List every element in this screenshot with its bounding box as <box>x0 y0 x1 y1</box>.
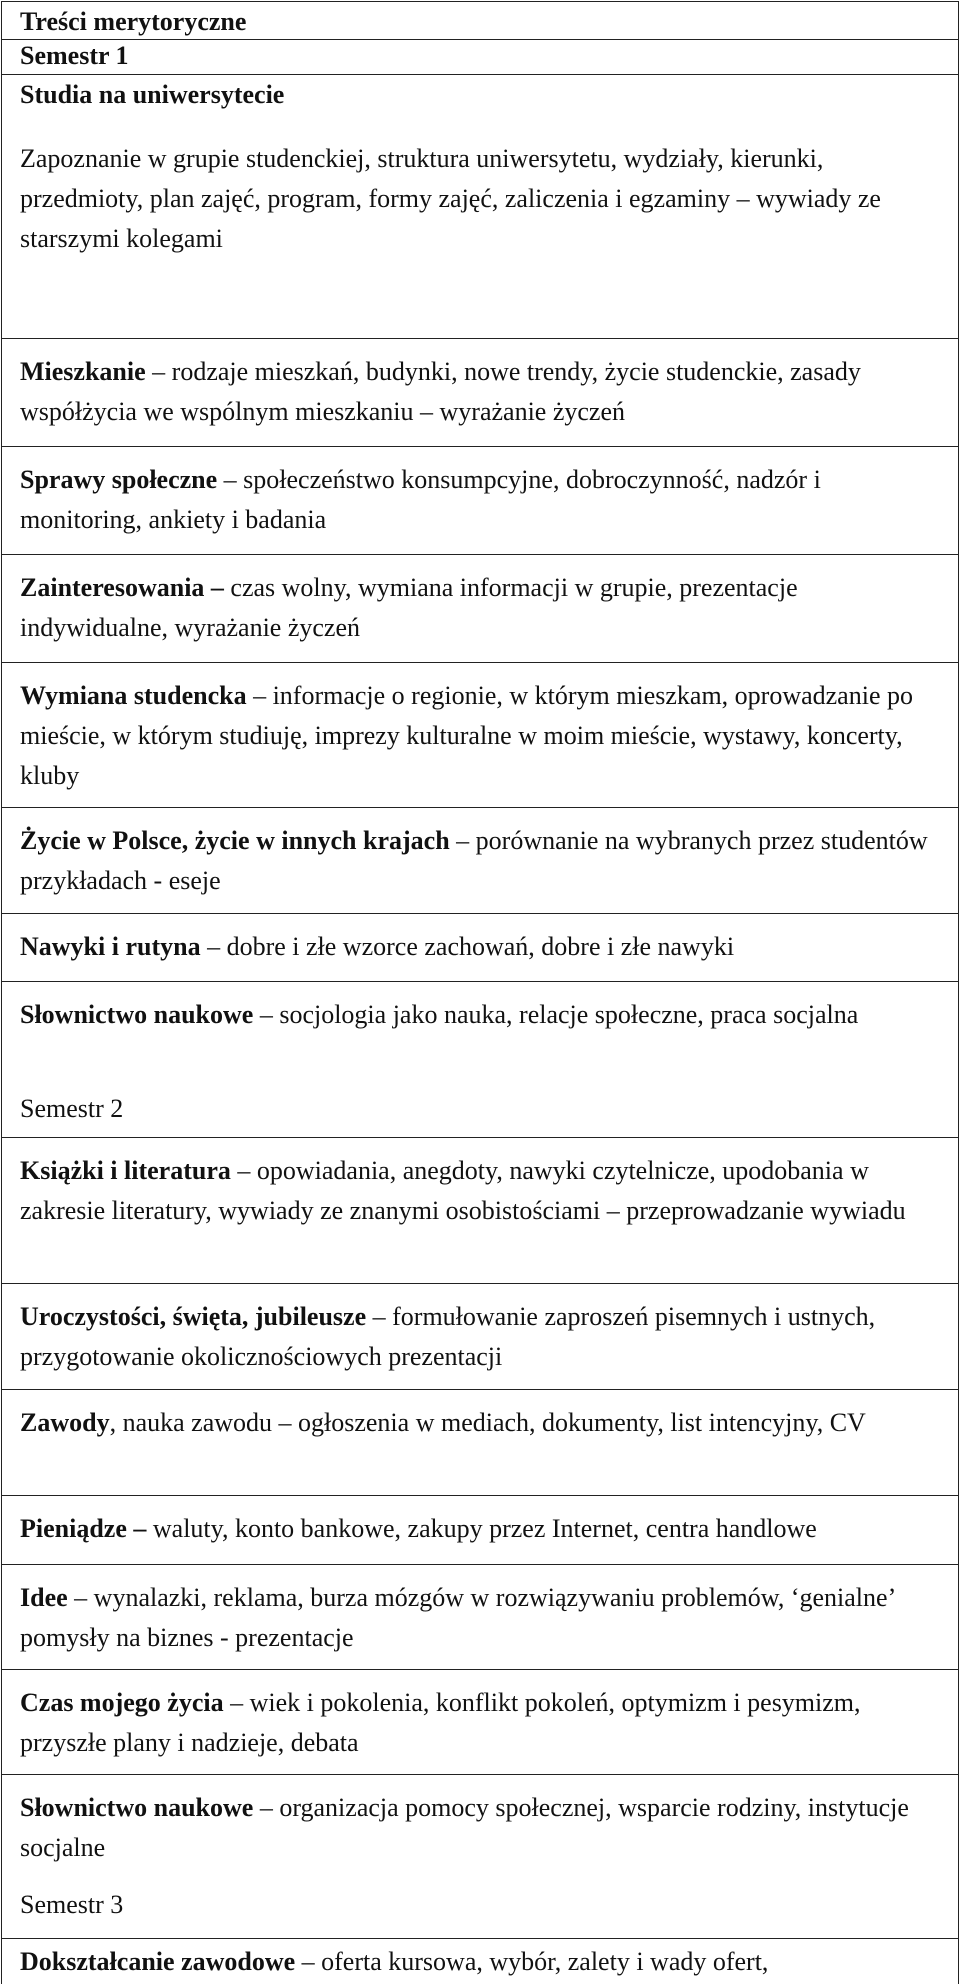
semester-2-heading: Semestr 2 <box>20 1094 124 1123</box>
row-heading: Uroczystości, święta, jubileusze <box>20 1302 367 1331</box>
row-text: – organizacja pomocy społecznej, wsparcie rodziny, instytucje socjalne <box>20 1793 909 1862</box>
semester-3-heading: Semestr 3 <box>20 1890 124 1919</box>
semester-1-row <box>2 40 958 75</box>
row-heading: Idee <box>20 1583 68 1612</box>
row-text: – wiek i pokolenia, konflikt pokoleń, optymizm i pesymizm, przyszłe plany i nadzieje, debata <box>20 1688 861 1757</box>
row-heading: Mieszkanie <box>20 357 146 386</box>
row-pieniadze <box>2 1496 958 1565</box>
semester-3-row <box>2 1880 958 1939</box>
row-text: – opowiadania, anegdoty, nawyki czytelnicze, upodobania w zakresie literatury, wywiady ze znanymi osobistościami – przeprowadzanie wywiadu <box>20 1156 906 1225</box>
row-slownictwo-2 <box>2 1775 958 1880</box>
row-heading: Wymiana studencka <box>20 681 247 710</box>
row-heading: Zawody <box>20 1408 110 1437</box>
row-zycie-w-polsce <box>2 808 958 914</box>
row-text: – informacje o regionie, w którym mieszkam, oprowadzanie po mieście, w którym studiuję, imprezy kulturalne w moim mieście, wystawy, koncerty, kluby <box>20 681 913 790</box>
row-wymiana-studencka <box>2 663 958 808</box>
row-heading: Słownictwo naukowe <box>20 1793 254 1822</box>
row-text: – formułowanie zaproszeń pisemnych i ustnych, przygotowanie okolicznościowych prezentacji <box>20 1302 876 1371</box>
row-text: czas wolny, wymiana informacji w grupie, prezentacje indywidualne, wyrażanie życzeń <box>20 573 798 642</box>
row-dokształcanie <box>2 1939 958 1984</box>
row-heading: Czas mojego życia <box>20 1688 224 1717</box>
row-sprawy-spoleczne <box>2 447 958 555</box>
row-uroczystosci <box>2 1284 958 1390</box>
row-text: – porównanie na wybranych przez studentów przykładach - eseje <box>20 826 928 895</box>
row-zainteresowania <box>2 555 958 663</box>
row-zapoznanie <box>20 139 940 259</box>
table-title: Treści merytoryczne <box>20 7 247 36</box>
semester-2-row <box>2 1089 958 1138</box>
row-slownictwo-1 <box>2 982 958 1089</box>
row-heading: Książki i literatura <box>20 1156 231 1185</box>
syllabus-table <box>1 1 959 1984</box>
row-heading: Pieniądze – <box>20 1514 147 1543</box>
row-text: – wynalazki, reklama, burza mózgów w rozwiązywaniu problemów, ‘genialne’ pomysły na biznes - prezentacje <box>20 1583 895 1652</box>
row-heading: Życie w Polsce, życie w innych krajach <box>20 826 450 855</box>
semester-1-heading: Semestr 1 <box>20 41 129 70</box>
row-text: – dobre i złe wzorce zachowań, dobre i złe nawyki <box>207 932 735 961</box>
row-text: – socjologia jako nauka, relacje społeczne, praca socjalna <box>259 1000 859 1029</box>
row-ksiazki <box>2 1138 958 1284</box>
row-mieszkanie <box>2 339 958 447</box>
row-heading: Słownictwo naukowe <box>20 1000 254 1029</box>
section-topic-heading: Studia na uniwersytecie <box>20 80 285 109</box>
row-heading: Dokształcanie zawodowe <box>20 1947 296 1976</box>
row-heading: Sprawy społeczne <box>20 465 218 494</box>
row-heading: Nawyki i rutyna <box>20 932 201 961</box>
row-text: Zapoznanie w grupie studenckiej, struktura uniwersytetu, wydziały, kierunki, przedmioty, plan zajęć, program, formy zajęć, zaliczenia i egzaminy – wywiady ze starszymi kolegami <box>20 144 881 253</box>
section-studia-row <box>2 75 958 339</box>
row-zawody <box>2 1390 958 1496</box>
row-text: – społeczeństwo konsumpcyjne, dobroczynność, nadzór i monitoring, ankiety i badania <box>20 465 821 534</box>
table-title-row <box>2 2 958 40</box>
row-text: – rodzaje mieszkań, budynki, nowe trendy, życie studenckie, zasady współżycia we wspólnym mieszkaniu – wyrażanie życzeń <box>20 357 861 426</box>
row-idee <box>2 1565 958 1670</box>
row-heading: Zainteresowania – <box>20 573 224 602</box>
row-text: – oferta kursowa, wybór, zalety i wady ofert, <box>301 1947 769 1976</box>
row-text: , nauka zawodu – ogłoszenia w mediach, dokumenty, list intencyjny, CV <box>109 1408 866 1437</box>
row-czas-mojego-zycia <box>2 1670 958 1775</box>
row-nawyki <box>2 914 958 982</box>
row-text: waluty, konto bankowe, zakupy przez Internet, centra handlowe <box>152 1514 817 1543</box>
